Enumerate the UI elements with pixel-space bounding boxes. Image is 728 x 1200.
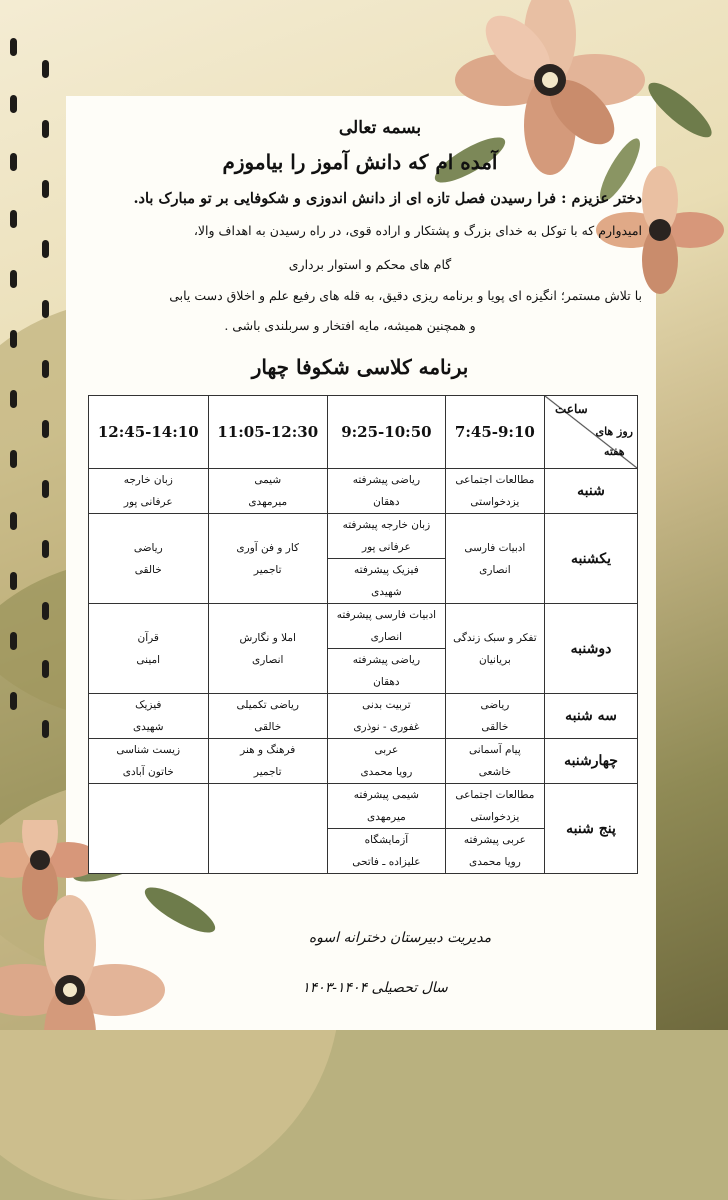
intro-paragraph-2: گام های محکم و استوار برداری (288, 257, 452, 272)
class-cell (89, 694, 209, 739)
class-entry (328, 514, 445, 558)
signature: مدیریت دبیرستان دخترانه اسوه (308, 930, 492, 946)
intro-paragraph-4: و همچنین همیشه، مایه افتخار و سربلندی باشی . (224, 318, 476, 333)
class-entry (89, 739, 208, 783)
subject-name: ریاضی (480, 699, 510, 711)
class-cell (327, 694, 445, 739)
teacher-name: یزدخواستی (470, 496, 520, 508)
teacher-name: رویا محمدی (360, 766, 413, 778)
schedule-table (88, 395, 638, 874)
time-slot-header: 12:45-14:10 (89, 396, 209, 469)
subject-name: قرآن (137, 631, 159, 644)
subject-name: مطالعات اجتماعی (455, 474, 535, 486)
class-entry (89, 537, 208, 581)
class-cell (445, 694, 544, 739)
subject-name: فیزیک پیشرفته (354, 564, 419, 576)
teacher-name: عرفانی پور (362, 541, 411, 553)
class-cell (208, 469, 327, 514)
teacher-name: انصاری (252, 653, 284, 666)
class-entry (328, 604, 445, 648)
class-cell (327, 469, 445, 514)
teacher-name: دهقان (373, 496, 400, 508)
subject-name: آزمایشگاه (364, 834, 409, 846)
class-entry (446, 784, 544, 828)
table-row (89, 784, 638, 874)
day-label: سه شنبه (545, 694, 638, 739)
class-cell (89, 514, 209, 604)
class-entry (328, 648, 445, 693)
teacher-name: شهیدی (132, 721, 164, 733)
class-entry (446, 694, 544, 738)
class-cell (327, 604, 445, 694)
corner-cell (545, 396, 638, 469)
table-row (89, 469, 638, 514)
teacher-name: میرمهدی (248, 496, 288, 508)
class-cell (327, 514, 445, 604)
subject-name: ادبیات فارسی (464, 541, 526, 554)
subject-name: املا و نگارش (239, 631, 296, 644)
subject-name: زبان خارجه پیشرفته (342, 519, 431, 531)
time-slot-header: 9:25-10:50 (327, 396, 445, 469)
teacher-name: تاجمیر (253, 766, 282, 778)
teacher-name: انصاری (479, 563, 511, 576)
schedule-heading: برنامه کلاسی شکوفا چهار (251, 355, 469, 379)
class-cell (208, 739, 327, 784)
time-slot-header: 11:05-12:30 (208, 396, 327, 469)
class-entry (328, 828, 445, 873)
subject-name: فرهنگ و هنر (240, 744, 296, 756)
day-label: دوشنبه (545, 604, 638, 694)
class-cell (89, 739, 209, 784)
class-cell (445, 469, 544, 514)
class-cell (89, 469, 209, 514)
class-cell (445, 514, 544, 604)
teacher-name: خالقی (134, 563, 162, 576)
time-slot-header: 7:45-9:10 (445, 396, 544, 469)
class-cell (208, 784, 327, 874)
academic-year: سال تحصیلی ۱۴۰۴-۱۴۰۳ (302, 980, 448, 996)
class-cell (445, 739, 544, 784)
class-cell (445, 784, 544, 874)
day-label: یکشنبه (545, 514, 638, 604)
decorative-dots (6, 20, 46, 780)
class-entry (446, 537, 544, 581)
class-entry (209, 469, 327, 513)
subject-name: کار و فن آوری (236, 541, 300, 554)
corner-days-label: روز های هفته (595, 425, 633, 458)
teacher-name: علیزاده ـ فاتحی (352, 856, 421, 868)
class-cell (327, 784, 445, 874)
corner-hour-label: ساعت (555, 402, 588, 416)
subject-name: پیام آسمانی (468, 744, 521, 756)
teacher-name: غفوری - نوذری (353, 721, 420, 733)
teacher-name: یزدخواستی (470, 811, 520, 823)
greeting-line: دختر عزیزم : فرا رسیدن فصل تازه ای از دانش اندوزی و شکوفایی بر تو مبارک باد. (133, 190, 642, 207)
teacher-name: رویا محمدی (468, 856, 521, 868)
class-entry (209, 739, 327, 783)
class-cell (208, 604, 327, 694)
class-entry (446, 739, 544, 783)
class-entry (328, 784, 445, 828)
class-entry (328, 739, 445, 783)
teacher-name: خالقی (481, 721, 509, 733)
class-entry (209, 537, 327, 581)
teacher-name: عرفانی پور (123, 496, 173, 508)
subject-name: تفکر و سبک زندگی (453, 631, 537, 644)
teacher-name: بریانیان (478, 653, 511, 666)
teacher-name: میرمهدی (366, 811, 406, 823)
class-cell (89, 604, 209, 694)
class-entry (446, 828, 544, 873)
intro-paragraph-1: امیدوارم که با توکل به خدای بزرگ و پشتکار و اراده قوی، در راه رسیدن به اهداف والا، (193, 223, 642, 238)
class-entry (209, 627, 327, 671)
class-entry (328, 469, 445, 513)
table-header-row (89, 396, 638, 469)
class-cell (208, 514, 327, 604)
teacher-name: خالقی (254, 721, 282, 733)
class-entry (89, 469, 208, 513)
subject-name: ادبیات فارسی پیشرفته (336, 609, 437, 621)
class-entry (446, 627, 544, 671)
day-label: چهارشنبه (545, 739, 638, 784)
class-entry (446, 469, 544, 513)
class-cell (89, 784, 209, 874)
teacher-name: انصاری (370, 631, 403, 643)
class-entry (89, 627, 208, 671)
subject-name: ریاضی (133, 541, 163, 554)
subject-name: شیمی (254, 474, 282, 486)
day-label: شنبه (545, 469, 638, 514)
table-row (89, 514, 638, 604)
table-row (89, 604, 638, 694)
intro-paragraph-3: با تلاش مستمر؛ انگیزه ای پویا و برنامه ریزی دقیق، به قله های رفیع علم و اخلاق دست یابی (169, 288, 642, 303)
subject-name: شیمی پیشرفته (353, 789, 419, 801)
class-entry (89, 694, 208, 738)
subject-name: ریاضی پیشرفته (352, 474, 421, 486)
day-label: پنج شنبه (545, 784, 638, 874)
teacher-name: دهقان (373, 676, 400, 688)
subject-name: فیزیک (135, 699, 162, 711)
table-row (89, 694, 638, 739)
teacher-name: خاشعی (478, 766, 512, 778)
subject-name: ریاضی تکمیلی (236, 699, 299, 711)
subject-name: عربی (374, 744, 399, 756)
teacher-name: تاجمیر (253, 563, 282, 576)
subject-name: زیست شناسی (116, 744, 181, 756)
class-entry (328, 694, 445, 738)
teacher-name: امینی (136, 653, 161, 666)
class-entry (209, 694, 327, 738)
page-title: آمده ام که دانش آموز را بیاموزم (222, 150, 498, 174)
table-row (89, 739, 638, 784)
subject-name: ریاضی پیشرفته (352, 654, 421, 666)
bismillah: بسمه تعالی (338, 118, 422, 138)
subject-name: تربیت بدنی (362, 699, 411, 711)
class-cell (208, 694, 327, 739)
class-cell (327, 739, 445, 784)
teacher-name: خاتون آبادی (122, 766, 174, 778)
teacher-name: شهیدی (371, 586, 402, 598)
subject-name: زبان خارجه (123, 474, 173, 486)
class-cell (445, 604, 544, 694)
class-entry (328, 558, 445, 603)
subject-name: عربی پیشرفته (463, 834, 526, 846)
subject-name: مطالعات اجتماعی (455, 789, 535, 801)
